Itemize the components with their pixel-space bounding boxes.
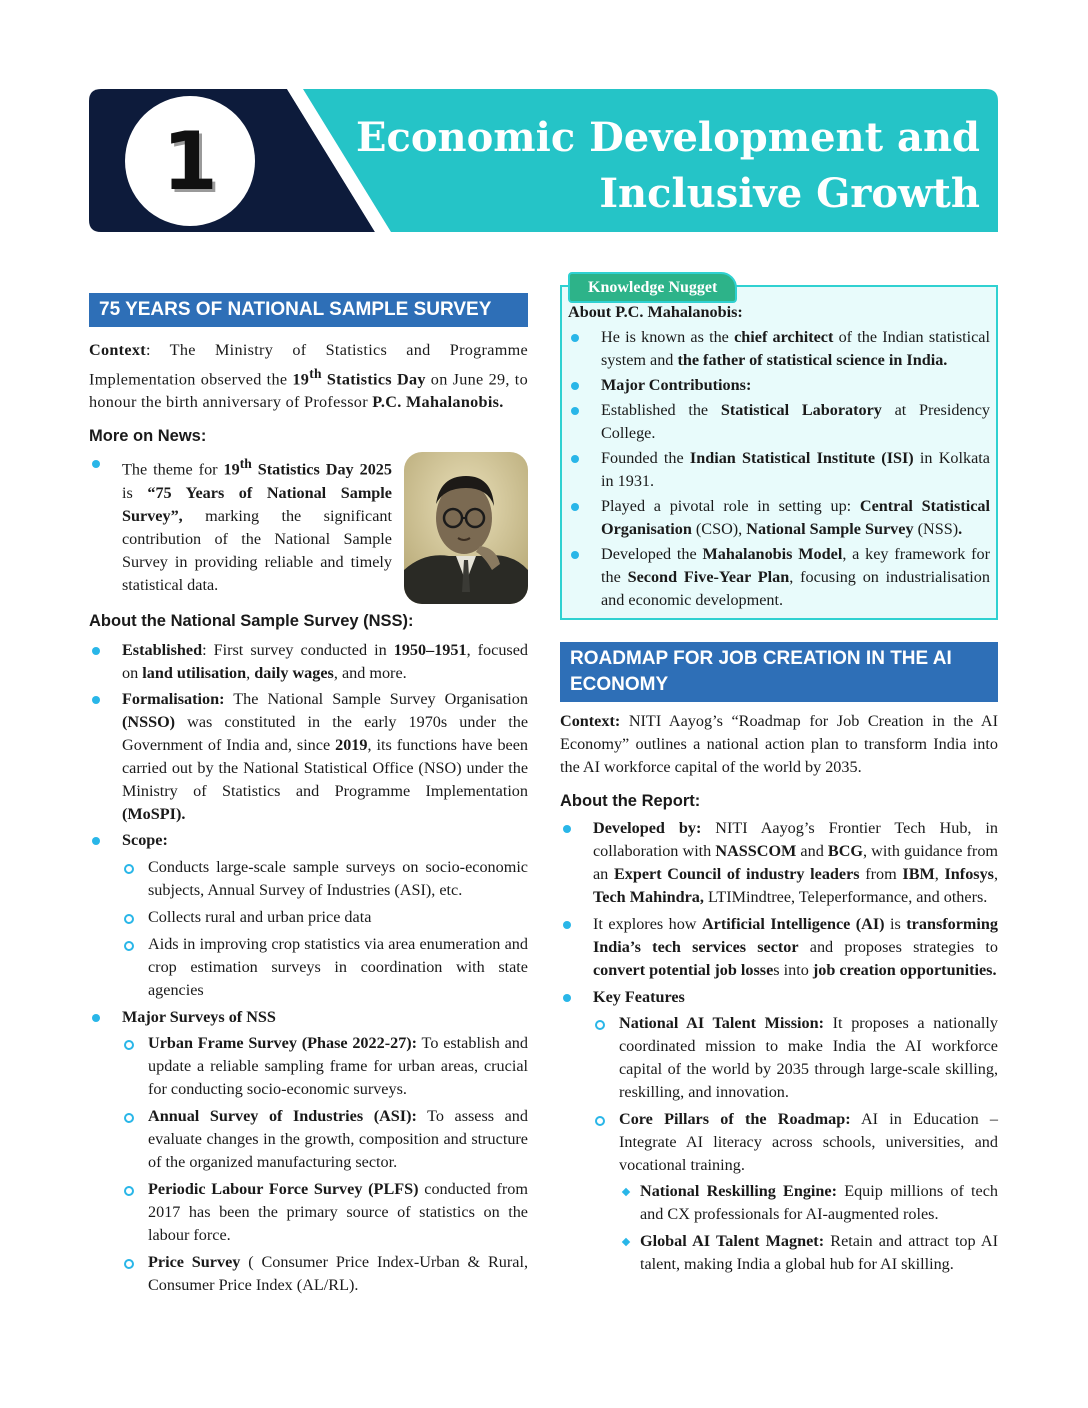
item-bold: land utilisation (142, 664, 247, 683)
item-text: (NSS) (913, 520, 959, 538)
sub-list-item: Aids in improving crop statistics via area enumeration and crop estimation surveys in coordination with state agencies (122, 933, 528, 1002)
item-bold: NASSCOM (715, 842, 797, 860)
item-text: at Presidency College. (601, 401, 990, 442)
more-on-news-heading: More on News: (89, 427, 207, 446)
item-bold: . (958, 520, 963, 538)
item-text: and (796, 842, 828, 860)
sub-list-item (593, 1012, 998, 1104)
sub-list-item (122, 1105, 528, 1174)
list-item (89, 452, 528, 596)
context-label: Context (89, 341, 146, 359)
more-on-news-list (89, 452, 528, 596)
context-sup: th (309, 366, 322, 381)
list-item (560, 913, 998, 982)
sub-sub-list-item (619, 1230, 998, 1276)
item-text: was constituted in the early 1970s under the Government of India and, since (122, 713, 528, 755)
item-bold: the father of statistical science in India. (677, 351, 948, 369)
list-item (568, 374, 990, 397)
sub-list-item: Conducts large-scale sample surveys on socio-economic subjects, Annual Survey of Industries (ASI), etc. (122, 856, 528, 902)
item-label: Key Features (593, 988, 685, 1006)
item-text: marking the significant contribution of the National Sample Survey in providing reliable and timely statistical data. (122, 506, 392, 594)
section-heading-roadmap: ROADMAP FOR JOB CREATION IN THE AI ECONOMY (560, 642, 998, 702)
item-text: Developed the (601, 545, 703, 563)
item-bold: Price Survey (148, 1253, 241, 1272)
sub-list-item (122, 1032, 528, 1101)
sub-list-item (122, 1251, 528, 1297)
context-paragraph (89, 339, 528, 414)
major-surveys-sublist (122, 1032, 528, 1297)
key-features-sublist (593, 1012, 998, 1276)
item-text: AI in Education – Integrate AI literacy across schools, universities, and vocational training. (619, 1110, 999, 1174)
context-text: : The Ministry of Statistics and Programme Implementation observed the (89, 341, 528, 389)
nss-list (89, 639, 528, 1297)
item-text: is (884, 915, 907, 933)
roadmap-context-paragraph (560, 710, 998, 779)
sub-sub-list-item (619, 1180, 998, 1226)
item-label: Major Surveys of NSS (122, 1008, 276, 1027)
item-text: and proposes strategies to (798, 938, 998, 956)
item-text: To establish and update a reliable sampling frame for urban areas, crucial for conducting socio-economic surveys. (148, 1034, 528, 1099)
item-text: NITI Aayog’s Frontier Tech Hub, in collaboration with (593, 819, 998, 860)
context-text: on June 29, to honour the birth anniversary of Professor (89, 370, 528, 412)
left-column (89, 293, 528, 1297)
context-bold: Statistics Day (321, 370, 426, 389)
knowledge-nugget-tag: Knowledge Nugget (568, 272, 737, 303)
context-bold: P.C. Mahalanobis. (372, 393, 504, 412)
item-text: To assess and evaluate changes in the growth, composition and structure of the organized manufacturing sector. (148, 1107, 528, 1172)
more-on-news-block (89, 452, 528, 608)
item-bold: 1950–1951 (393, 641, 467, 660)
item-bold: Major Contributions: (601, 376, 752, 394)
item-text: Established the (601, 401, 721, 419)
nugget-list (568, 326, 990, 612)
item-bold: “75 Years of National Sample Survey”, (122, 483, 392, 525)
item-bold: job creation opportunities. (812, 961, 997, 979)
list-item (89, 829, 528, 1002)
item-bold: BCG (827, 842, 863, 860)
pillars-sublist (619, 1180, 998, 1276)
list-item (89, 688, 528, 826)
item-bold: Periodic Labour Force Survey (PLFS) (148, 1180, 419, 1199)
item-text: , focusing on industrialisation and economic development. (601, 568, 990, 609)
item-text: (CSO), (691, 520, 747, 538)
item-text: LTIMindtree, Teleperformance, and others. (703, 888, 988, 906)
item-text: The theme for (122, 460, 224, 479)
item-text: , a key framework for the (601, 545, 990, 586)
item-text: from (859, 865, 903, 883)
item-text: is (122, 483, 148, 502)
context-label: Context: (560, 712, 621, 730)
item-text: , (934, 865, 945, 883)
sub-list-item (593, 1108, 998, 1276)
item-bold: 2019 (335, 736, 368, 755)
nss-heading: About the National Sample Survey (NSS): (89, 612, 414, 631)
report-list (560, 817, 998, 1276)
item-bold: National Reskilling Engine: (640, 1182, 837, 1200)
section-heading-nss: 75 YEARS OF NATIONAL SAMPLE SURVEY (89, 293, 528, 327)
list-item (89, 1006, 528, 1297)
item-text: Equip millions of tech and CX professionals for AI-augmented roles. (640, 1182, 998, 1223)
item-bold: Infosys (944, 865, 994, 883)
chapter-title (356, 110, 980, 222)
item-bold: Mahalanobis Model (702, 545, 843, 563)
item-bold: Global AI Talent Magnet: (640, 1232, 825, 1250)
item-bold: Indian Statistical Institute (ISI) (689, 449, 914, 467)
item-text: s into (773, 961, 813, 979)
chapter-title-line1: Economic Development and (356, 114, 980, 161)
item-label: Formalisation: (122, 690, 225, 709)
right-column (560, 270, 998, 1276)
about-report-heading: About the Report: (560, 792, 701, 810)
scope-sublist (122, 856, 528, 1002)
item-text: : First survey conducted in (202, 641, 394, 660)
context-bold: 19 (292, 370, 310, 389)
item-bold: Expert Council of industry leaders (613, 865, 860, 883)
item-bold: Artificial Intelligence (AI) (701, 915, 885, 933)
chapter-number: 1 (125, 96, 255, 226)
item-bold: daily wages (254, 664, 334, 683)
nugget-heading: About P.C. Mahalanobis: (568, 303, 743, 321)
item-bold: National Sample Survey (746, 520, 914, 538)
list-item (568, 543, 990, 612)
list-item (560, 817, 998, 909)
item-text: , its functions have been carried out by the National Statistical Office (NSO) under the Ministry of Statistics and Programme Implementation (122, 736, 528, 801)
knowledge-nugget-box (560, 279, 998, 620)
item-text: , and more. (333, 664, 407, 683)
item-text: , focused on (122, 641, 529, 683)
chapter-title-line2: Inclusive Growth (599, 170, 980, 217)
item-bold: (MoSPI). (122, 805, 186, 824)
item-bold: Annual Survey of Industries (ASI): (148, 1107, 417, 1126)
item-bold: National AI Talent Mission: (619, 1014, 824, 1032)
sub-list-item: Collects rural and urban price data (122, 906, 528, 929)
item-bold: Second Five-Year Plan (627, 568, 790, 586)
item-text: , with guidance from an (593, 842, 999, 883)
item-bold: transforming India’s tech services sector (593, 915, 998, 956)
item-text: in Kolkata in 1931. (601, 449, 990, 490)
item-bold: (NSSO) (122, 713, 176, 732)
item-text: , (246, 664, 255, 683)
item-text: ( Consumer Price Index-Urban & Rural, Consumer Price Index (AL/RL). (148, 1253, 528, 1295)
item-text: It proposes a nationally coordinated mission to make India the AI workforce capital of the world by 2035 through large-scale skilling, reskilling, and innovation. (619, 1014, 998, 1101)
item-bold: Central Statistical Organisation (601, 497, 990, 538)
item-bold: Core Pillars of the Roadmap: (619, 1110, 851, 1128)
item-label: Scope: (122, 831, 168, 850)
item-bold: Developed by: (593, 819, 702, 837)
item-bold: IBM (902, 865, 935, 883)
list-item (560, 986, 998, 1276)
list-item (568, 495, 990, 541)
list-item (568, 399, 990, 445)
item-text: of the Indian statistical system and (601, 328, 990, 369)
item-text: conducted from 2017 has been the primary source of statistics on the labour force. (148, 1180, 528, 1245)
item-bold: Tech Mahindra, (593, 888, 704, 906)
list-item (568, 326, 990, 372)
item-bold: chief architect (734, 328, 834, 346)
list-item (89, 639, 528, 685)
item-bold: Statistical Laboratory (720, 401, 882, 419)
context-text: NITI Aayog’s “Roadmap for Job Creation in the AI Economy” outlines a national action plan to transform India into the AI workforce capital of the world by 2035. (560, 712, 998, 776)
list-item (568, 447, 990, 493)
item-bold: Statistics Day 2025 (251, 460, 392, 479)
sub-list-item (122, 1178, 528, 1247)
item-text: The National Sample Survey Organisation (224, 690, 528, 709)
item-text: He is known as the (601, 328, 735, 346)
item-text: It explores how (593, 915, 702, 933)
item-bold: convert potential job losse (593, 961, 774, 979)
item-text: , (993, 865, 999, 883)
item-text: Played a pivotal role in setting up: (601, 497, 860, 515)
item-label: Established (122, 641, 203, 660)
item-text: Retain and attract top AI talent, making India a global hub for AI skilling. (640, 1232, 999, 1273)
item-sup: th (239, 456, 252, 472)
item-bold: Urban Frame Survey (Phase 2022-27): (148, 1034, 418, 1053)
item-text: Founded the (601, 449, 690, 467)
item-bold: 19 (223, 460, 240, 479)
